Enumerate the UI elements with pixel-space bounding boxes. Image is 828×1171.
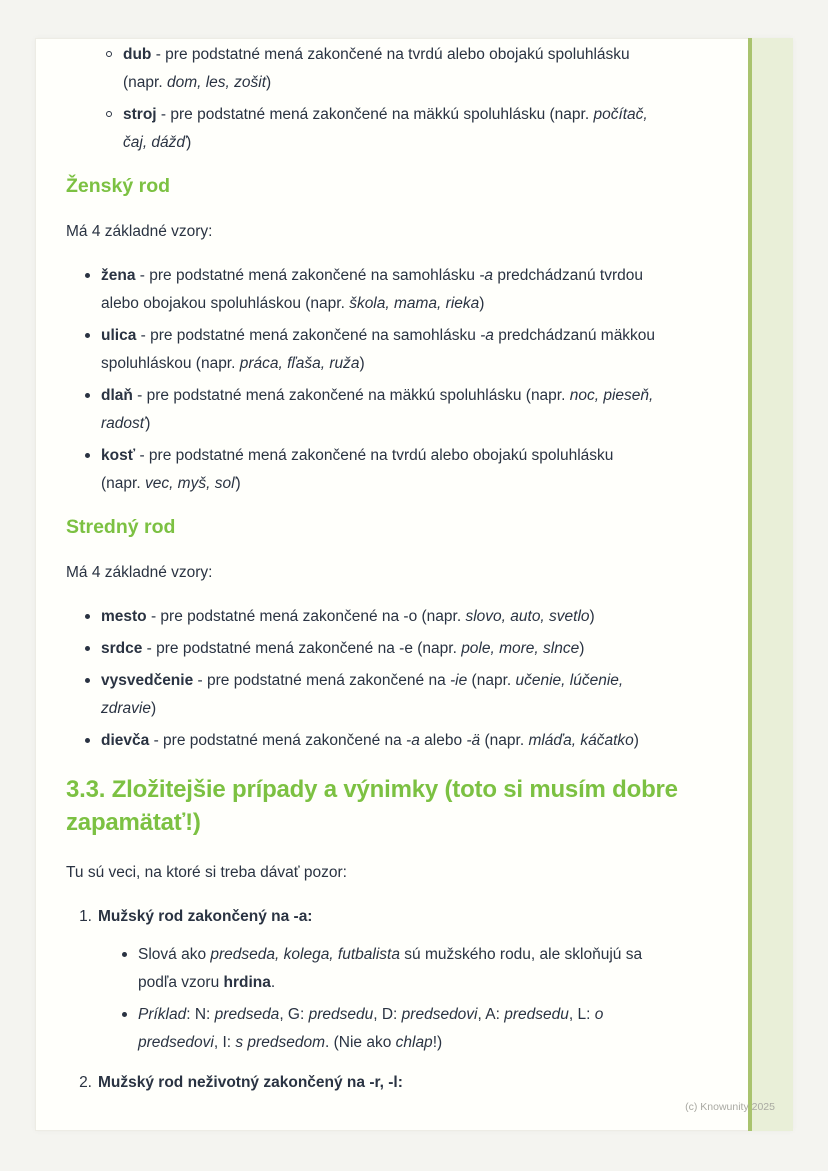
text-run: predsedu xyxy=(308,1006,374,1023)
numbered-list-item xyxy=(66,1069,656,1097)
text-run: ) xyxy=(633,732,639,749)
list-number: 2. xyxy=(79,1074,92,1091)
text-run: - pre podstatné mená zakončené na xyxy=(149,732,407,749)
text-run: predseda xyxy=(214,1006,280,1023)
text-run: -a xyxy=(406,732,420,749)
text-run: -a xyxy=(479,267,494,284)
text-run: ) xyxy=(579,640,585,657)
document-content xyxy=(66,41,678,1109)
text-run: -ie xyxy=(450,672,468,689)
circle-bullet-marker xyxy=(106,111,112,117)
bullet-marker xyxy=(85,333,90,338)
text-run: ) xyxy=(266,74,272,91)
text-run: pole, more, slnce xyxy=(461,640,580,657)
text-run: dub xyxy=(123,46,152,63)
text-run: mláďa, káčatko xyxy=(528,732,634,749)
text-run: škola, mama, rieka xyxy=(349,295,480,312)
bullet-marker xyxy=(85,614,90,619)
text-run: počítač, čaj, dážď xyxy=(123,106,648,151)
text-run: -ä xyxy=(466,732,481,749)
text-run: - pre podstatné mená zakončené na tvrdú alebo obojakú spoluhlásku (napr. xyxy=(123,46,630,91)
text-run: ulica xyxy=(101,327,137,344)
text-run: ) xyxy=(145,415,151,432)
masculine-patterns-sublist xyxy=(66,41,656,157)
list-number: 1. xyxy=(79,908,92,925)
list-item xyxy=(98,941,656,997)
feminine-patterns-list xyxy=(66,262,656,498)
text-run: Slová ako xyxy=(138,946,211,963)
text-run: o predsedovi xyxy=(138,1006,604,1051)
text-run: . xyxy=(270,974,276,991)
bullet-marker xyxy=(85,678,90,683)
text-run: predsedu xyxy=(504,1006,569,1023)
text-run: : N: xyxy=(186,1006,215,1023)
text-run: dom, les, zošit xyxy=(166,74,267,91)
list-item xyxy=(66,262,656,318)
text-run: ) xyxy=(479,295,485,312)
text-run: stroj xyxy=(123,106,157,123)
text-run: učenie, lúčenie, zdravie xyxy=(101,672,624,717)
text-run: Má 4 základné vzory: xyxy=(66,564,213,581)
text-run: , G: xyxy=(279,1006,309,1023)
text-run: predseda, kolega, futbalista xyxy=(210,946,400,963)
text-run: vec, myš, soľ xyxy=(144,475,236,492)
text-run: ) xyxy=(235,475,241,492)
bullet-marker xyxy=(85,646,90,651)
text-run: sú mužského rodu, ale skloňujú sa podľa vzoru xyxy=(138,946,643,991)
list-item xyxy=(66,635,656,663)
text-run: ) xyxy=(589,608,595,625)
text-run: - pre podstatné mená zakončené na mäkkú spoluhlásku (napr. xyxy=(132,387,570,404)
list-item xyxy=(66,101,656,157)
exceptions-ordered-list xyxy=(66,903,656,1097)
text-run: (napr. xyxy=(480,732,529,749)
text-run: Mužský rod zakončený na -a: xyxy=(98,908,313,925)
text-run: Má 4 základné vzory: xyxy=(66,223,213,240)
numbered-list-item xyxy=(66,903,656,1057)
text-run: ) xyxy=(186,134,192,151)
para-stredny-vzory xyxy=(66,559,656,587)
bullet-marker xyxy=(85,273,90,278)
text-run: dievča xyxy=(101,732,150,749)
list-item xyxy=(66,442,656,498)
bullet-marker xyxy=(122,1012,127,1017)
list-item xyxy=(66,667,656,723)
text-run: - pre podstatné mená zakončené na samohlásku xyxy=(136,327,481,344)
text-run: ) xyxy=(150,700,157,717)
text-run: -a xyxy=(480,327,494,344)
text-run: - pre podstatné mená zakončené na xyxy=(193,672,450,689)
heading-zensky-rod: Ženský rod xyxy=(66,175,171,197)
text-run: Tu sú veci, na ktoré si treba dávať pozor: xyxy=(66,864,347,881)
text-run: slovo, auto, svetlo xyxy=(465,608,590,625)
text-run: !) xyxy=(432,1034,443,1051)
text-run: predchádzanú tvrdou alebo obojakou spoluhláskou (napr. xyxy=(101,267,643,312)
page-edge-stripe xyxy=(748,38,793,1131)
text-run: - pre podstatné mená zakončené na samohlásku xyxy=(135,267,480,284)
text-run: dlaň xyxy=(101,387,133,404)
text-run: predchádzanú mäkkou spoluhláskou (napr. xyxy=(101,327,656,372)
text-run: alebo xyxy=(419,732,467,749)
text-run: ) xyxy=(359,355,365,372)
neuter-patterns-list xyxy=(66,603,656,755)
document-page xyxy=(35,38,793,1131)
bullet-marker xyxy=(85,453,90,458)
list-item xyxy=(66,382,656,438)
heading-3-3-exceptions: 3.3. Zložitejšie prípady a výnimky (toto si musím dobre zapamätať!) xyxy=(66,776,678,836)
text-run: , D: xyxy=(373,1006,402,1023)
text-run: predsedovi xyxy=(401,1006,478,1023)
text-run: vysvedčenie xyxy=(101,672,194,689)
text-run: Mužský rod neživotný zakončený na -r, -l: xyxy=(98,1074,403,1091)
text-run: - pre podstatné mená zakončené na tvrdú alebo obojakú spoluhlásku (napr. xyxy=(101,447,614,492)
list-item xyxy=(66,603,656,631)
text-run: - pre podstatné mená zakončené na mäkkú spoluhlásku (napr. xyxy=(156,106,594,123)
circle-bullet-marker xyxy=(106,51,112,57)
text-run: hrdina xyxy=(223,974,271,991)
list-item xyxy=(66,322,656,378)
text-run: práca, fľaša, ruža xyxy=(239,355,360,372)
para-pozor-intro xyxy=(66,859,656,887)
text-run: Príklad xyxy=(138,1006,187,1023)
copyright-watermark: (c) Knowunity 2025 xyxy=(685,1101,775,1113)
list-item xyxy=(66,41,656,97)
para-zensky-vzory xyxy=(66,218,656,246)
text-run: noc, pieseň, radosť xyxy=(101,387,654,432)
heading-stredny-rod: Stredný rod xyxy=(66,516,176,538)
bullet-marker xyxy=(85,738,90,743)
text-run: srdce xyxy=(101,640,143,657)
text-run: (napr. xyxy=(467,672,516,689)
text-run: mesto xyxy=(101,608,147,625)
list-item xyxy=(98,1001,656,1057)
text-run: kosť xyxy=(101,447,136,464)
bullet-marker xyxy=(85,393,90,398)
bullet-marker xyxy=(122,952,127,957)
text-run: - pre podstatné mená zakončené na -e (napr. xyxy=(142,640,462,657)
text-run: , A: xyxy=(477,1006,505,1023)
text-run: chlap xyxy=(395,1034,433,1051)
text-run: - pre podstatné mená zakončené na -o (napr. xyxy=(146,608,466,625)
list-item xyxy=(66,727,656,755)
text-run: , I: xyxy=(213,1034,236,1051)
text-run: , L: xyxy=(568,1006,595,1023)
text-run: s predsedom xyxy=(235,1034,325,1051)
text-run: . (Nie ako xyxy=(324,1034,396,1051)
text-run: žena xyxy=(101,267,136,284)
